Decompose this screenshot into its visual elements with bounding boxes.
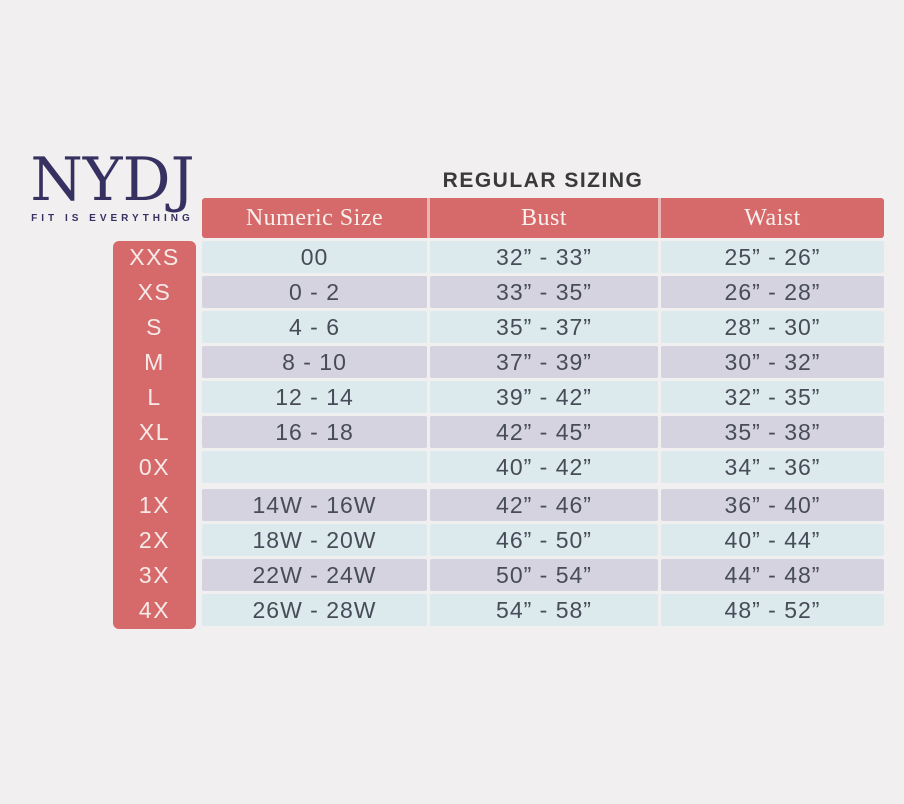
bust-cell: 46” - 50”: [430, 524, 658, 556]
sizing-table: [113, 198, 884, 626]
bust-cell: 54” - 58”: [430, 594, 658, 626]
bust-cell: 42” - 46”: [430, 489, 658, 521]
table-row: [113, 381, 884, 413]
logo-wordmark: NYDJ: [30, 145, 195, 215]
size-label: XS: [137, 278, 172, 305]
waist-cell: 40” - 44”: [661, 524, 884, 556]
table-body: [113, 241, 884, 626]
bust-cell: 42” - 45”: [430, 416, 658, 448]
logo-tagline: FIT IS EVERYTHING: [31, 213, 194, 224]
table-row: [113, 241, 884, 273]
bust-cell: 39” - 42”: [430, 381, 658, 413]
column-header-waist: Waist: [658, 198, 884, 238]
waist-cell: 30” - 32”: [661, 346, 884, 378]
table-row: [113, 276, 884, 308]
numeric-size-cell: 18W - 20W: [202, 524, 427, 556]
page-title: REGULAR SIZING: [442, 169, 644, 192]
table-row: [113, 559, 884, 591]
size-label: XXS: [129, 243, 180, 270]
column-header-bust: Bust: [427, 198, 658, 238]
bust-cell: 32” - 33”: [430, 241, 658, 273]
numeric-size-cell: 0 - 2: [202, 276, 427, 308]
numeric-size-cell: 14W - 16W: [202, 489, 427, 521]
waist-cell: 36” - 40”: [661, 489, 884, 521]
waist-cell: 48” - 52”: [661, 594, 884, 626]
numeric-size-cell: [202, 451, 427, 483]
bust-cell: 35” - 37”: [430, 311, 658, 343]
table-row: [113, 594, 884, 626]
table-row: [113, 346, 884, 378]
numeric-size-cell: 26W - 28W: [202, 594, 427, 626]
bust-cell: 40” - 42”: [430, 451, 658, 483]
numeric-size-cell: 8 - 10: [202, 346, 427, 378]
table-row: [113, 416, 884, 448]
size-label: 3X: [138, 561, 171, 588]
table-row: [113, 311, 884, 343]
size-label: S: [146, 313, 163, 340]
size-label: L: [147, 383, 162, 410]
table-header-row: [202, 198, 884, 238]
numeric-size-cell: 12 - 14: [202, 381, 427, 413]
size-label: 4X: [138, 596, 171, 623]
size-label: 1X: [138, 491, 171, 518]
numeric-size-cell: 22W - 24W: [202, 559, 427, 591]
column-header-numeric-size: Numeric Size: [245, 204, 384, 231]
size-label: 2X: [138, 526, 171, 553]
numeric-size-cell: 4 - 6: [202, 311, 427, 343]
numeric-size-cell: 00: [202, 241, 427, 273]
table-row: [113, 524, 884, 556]
waist-cell: 35” - 38”: [661, 416, 884, 448]
bust-cell: 50” - 54”: [430, 559, 658, 591]
waist-cell: 25” - 26”: [661, 241, 884, 273]
size-label: XL: [138, 418, 171, 445]
waist-cell: 26” - 28”: [661, 276, 884, 308]
table-row: [113, 451, 884, 483]
size-label: M: [144, 348, 165, 375]
numeric-size-cell: 16 - 18: [202, 416, 427, 448]
bust-cell: 37” - 39”: [430, 346, 658, 378]
size-label: 0X: [138, 453, 171, 480]
waist-cell: 34” - 36”: [661, 451, 884, 483]
waist-cell: 32” - 35”: [661, 381, 884, 413]
bust-cell: 33” - 35”: [430, 276, 658, 308]
table-row: [113, 489, 884, 521]
waist-cell: 28” - 30”: [661, 311, 884, 343]
waist-cell: 44” - 48”: [661, 559, 884, 591]
